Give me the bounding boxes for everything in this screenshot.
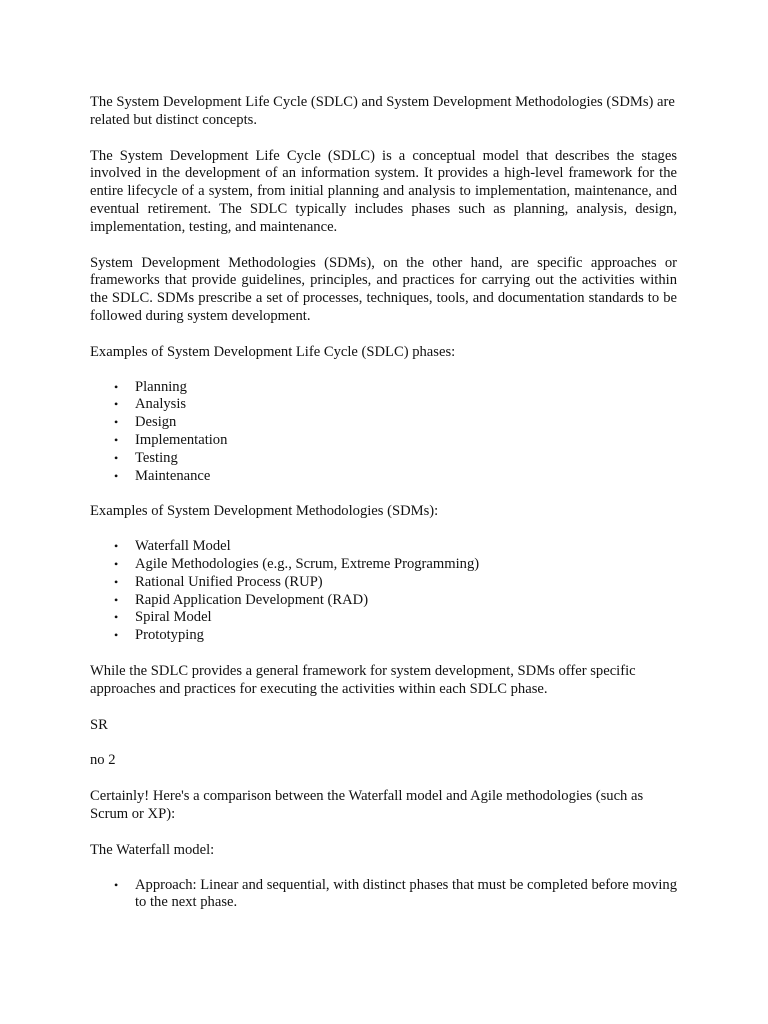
list-item-text: Agile Methodologies (e.g., Scrum, Extreme Programming)	[135, 555, 480, 572]
bullet-icon: •	[114, 877, 119, 892]
sdlc-examples-heading: Examples of System Development Life Cycle (SDLC) phases:	[90, 343, 456, 360]
no2-label: no 2	[90, 752, 116, 769]
bullet-icon: •	[114, 432, 119, 447]
list-item	[114, 449, 677, 468]
waterfall-points-list	[90, 877, 677, 913]
list-item-text: Planning	[135, 378, 187, 395]
bullet-icon: •	[114, 556, 119, 571]
sr-label: SR	[90, 716, 108, 733]
list-item-text: Spiral Model	[135, 609, 212, 626]
list-item	[114, 609, 677, 627]
bullet-icon: •	[114, 397, 119, 412]
list-item	[114, 538, 677, 556]
document-page	[90, 94, 677, 930]
list-item	[114, 876, 677, 913]
bullet-icon: •	[114, 468, 119, 483]
list-item	[114, 467, 677, 486]
list-item-text: Approach: Linear and sequential, with distinct phases that must be completed before moving to the next phase.	[135, 876, 677, 911]
bullet-icon: •	[114, 379, 119, 394]
list-item-text: Rational Unified Process (RUP)	[135, 573, 323, 590]
bullet-icon: •	[114, 592, 119, 607]
bullet-icon: •	[114, 628, 119, 643]
list-item-text: Rapid Application Development (RAD)	[135, 591, 369, 608]
sdlc-phases-list	[90, 379, 677, 486]
waterfall-heading: The Waterfall model:	[90, 841, 215, 858]
list-item	[114, 591, 677, 610]
list-item	[114, 414, 677, 432]
bullet-icon: •	[114, 450, 119, 465]
list-item	[114, 573, 677, 592]
list-item	[114, 555, 677, 574]
sdm-examples-list	[90, 538, 677, 645]
list-item-text: Waterfall Model	[135, 538, 231, 555]
sdm-definition-paragraph: System Development Methodologies (SDMs), on the other hand, are specific approaches or frameworks that provide guidelines, principles, and practices for carrying out the activities within the SDLC. SDMs prescribe a set of processes, techniques, tools, and documentation standards to be followed during system development.	[90, 254, 677, 324]
bullet-icon: •	[114, 574, 119, 589]
list-item-text: Testing	[135, 449, 178, 466]
list-item	[114, 627, 677, 645]
list-item	[114, 431, 677, 450]
list-item-text: Analysis	[135, 396, 187, 413]
bullet-icon: •	[114, 539, 119, 554]
list-item-text: Implementation	[135, 431, 228, 448]
list-item-text: Maintenance	[135, 467, 211, 484]
comparison-intro-paragraph: Certainly! Here's a comparison between the Waterfall model and Agile methodologies (such as Scrum or XP):	[90, 788, 644, 822]
bullet-icon: •	[114, 610, 119, 625]
sdm-examples-heading: Examples of System Development Methodologies (SDMs):	[90, 503, 439, 520]
list-item-text: Design	[135, 414, 177, 431]
intro-paragraph: The System Development Life Cycle (SDLC) and System Development Methodologies (SDMs) are related but distinct concepts.	[90, 94, 675, 128]
list-item	[114, 378, 677, 397]
list-item-text: Prototyping	[135, 627, 204, 644]
bullet-icon: •	[114, 415, 119, 430]
list-item	[114, 396, 677, 414]
summary-paragraph: While the SDLC provides a general framework for system development, SDMs offer specific approaches and practices for executing the activities within each SDLC phase.	[90, 662, 636, 697]
sdlc-definition-paragraph: The System Development Life Cycle (SDLC) is a conceptual model that describes the stages involved in the development of an information system. It provides a high-level framework for the entire lifecycle of a system, from initial planning and analysis to implementation, maintenance, and eventual retirement. The SDLC typically includes phases such as planning, analysis, design, implementation, testing, and maintenance.	[90, 147, 677, 235]
